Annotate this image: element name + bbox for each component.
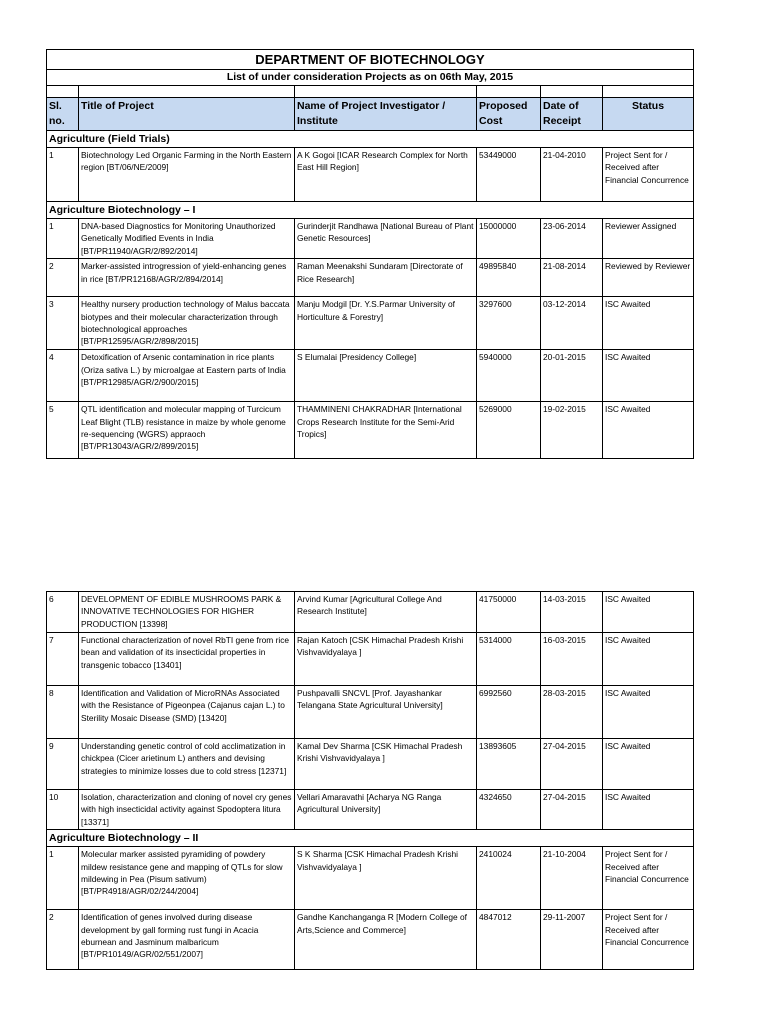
cell-title: DEVELOPMENT OF EDIBLE MUSHROOMS PARK & INNOVATIVE TECHNOLOGIES FOR HIGHER PRODUCTION [13398] <box>79 592 295 633</box>
cell-date: 14-03-2015 <box>541 592 603 633</box>
cell-investigator: Pushpavalli SNCVL [Prof. Jayashankar Telangana State Agricultural University] <box>295 686 477 739</box>
cell-title: Understanding genetic control of cold acclimatization in chickpea (Cicer arietinum L) anthers and devising strategies to minimize losses due to cold stress [12371] <box>79 739 295 790</box>
cell-sl: 2 <box>47 910 79 970</box>
cell-sl: 10 <box>47 790 79 830</box>
table-row <box>47 592 694 633</box>
table-row <box>47 350 694 402</box>
table-row <box>47 402 694 459</box>
cell-status: ISC Awaited <box>603 633 694 686</box>
table-row <box>47 739 694 790</box>
table-row <box>47 847 694 910</box>
cell-title: Functional characterization of novel RbTI gene from rice bean and validation of its insecticidal properties in transgenic tobacco [13401] <box>79 633 295 686</box>
cell-cost: 41750000 <box>477 592 541 633</box>
cell-investigator: Gandhe Kanchanganga R [Modern College of Arts,Science and Commerce] <box>295 910 477 970</box>
cell-title: QTL identification and molecular mapping of Turcicum Leaf Blight (TLB) resistance in maize by whole genome re-sequencing (WGRS) appraoch [BT/PR13043/AGR/2/899/2015] <box>79 402 295 459</box>
cell-sl: 8 <box>47 686 79 739</box>
cell-status: ISC Awaited <box>603 402 694 459</box>
table-row <box>47 259 694 297</box>
cell-cost: 6992560 <box>477 686 541 739</box>
cell-date: 21-08-2014 <box>541 259 603 297</box>
cell-sl: 5 <box>47 402 79 459</box>
cell-date: 29-11-2007 <box>541 910 603 970</box>
cell-investigator: Manju Modgil [Dr. Y.S.Parmar University of Horticulture & Forestry] <box>295 297 477 350</box>
table-row <box>47 633 694 686</box>
cell-title: Healthy nursery production technology of Malus baccata biotypes and their molecular characterization through biotechnological approaches [BT/PR12595/AGR/2/898/2015] <box>79 297 295 350</box>
cell-date: 27-04-2015 <box>541 790 603 830</box>
cell-status: ISC Awaited <box>603 297 694 350</box>
cell-date: 23-06-2014 <box>541 219 603 259</box>
cell-date: 28-03-2015 <box>541 686 603 739</box>
cell-sl: 2 <box>47 259 79 297</box>
cell-cost: 5269000 <box>477 402 541 459</box>
table-row <box>47 148 694 202</box>
cell-status: Project Sent for / Received after Financial Concurrence <box>603 910 694 970</box>
cell-sl: 4 <box>47 350 79 402</box>
section-heading: Agriculture (Field Trials) <box>47 131 694 148</box>
cell-date: 03-12-2014 <box>541 297 603 350</box>
cell-title: Marker-assisted introgression of yield-enhancing genes in rice [BT/PR12168/AGR/2/894/2014] <box>79 259 295 297</box>
cell-investigator: Rajan Katoch [CSK Himachal Pradesh Krishi Vishvavidyalaya ] <box>295 633 477 686</box>
table-row <box>47 219 694 259</box>
cell-date: 21-10-2004 <box>541 847 603 910</box>
cell-cost: 2410024 <box>477 847 541 910</box>
cell-cost: 5940000 <box>477 350 541 402</box>
blank-row <box>47 86 694 98</box>
cell-investigator: THAMMINENI CHAKRADHAR [International Crops Research Institute for the Semi-Arid Tropics] <box>295 402 477 459</box>
cell-status: ISC Awaited <box>603 592 694 633</box>
cell-sl: 1 <box>47 847 79 910</box>
cell-status: ISC Awaited <box>603 790 694 830</box>
header-title: Title of Project <box>79 98 295 131</box>
cell-sl: 1 <box>47 219 79 259</box>
cell-investigator: A K Gogoi [ICAR Research Complex for North East Hill Region] <box>295 148 477 202</box>
section-heading: Agriculture Biotechnology – II <box>47 830 694 847</box>
cell-investigator: Vellari Amaravathi [Acharya NG Ranga Agricultural University] <box>295 790 477 830</box>
cell-title: Isolation, characterization and cloning of novel cry genes with high insecticidal activity against Spodoptera litura [13371] <box>79 790 295 830</box>
cell-status: Reviewer Assigned <box>603 219 694 259</box>
cell-sl: 9 <box>47 739 79 790</box>
table-header-row <box>47 98 694 131</box>
cell-title: DNA-based Diagnostics for Monitoring Unauthorized Genetically Modified Events in India [BT/PR11940/AGR/2/892/2014] <box>79 219 295 259</box>
header-investigator: Name of Project Investigator / Institute <box>295 98 477 131</box>
table-row <box>47 910 694 970</box>
cell-sl: 7 <box>47 633 79 686</box>
cell-cost: 4847012 <box>477 910 541 970</box>
header-sl-no: Sl. no. <box>47 98 79 131</box>
table-row <box>47 790 694 830</box>
cell-sl: 6 <box>47 592 79 633</box>
projects-table-page-1 <box>46 49 694 459</box>
cell-date: 19-02-2015 <box>541 402 603 459</box>
cell-investigator: Kamal Dev Sharma [CSK Himachal Pradesh Krishi Vishvavidyalaya ] <box>295 739 477 790</box>
cell-sl: 1 <box>47 148 79 202</box>
cell-title: Identification of genes involved during disease development by gall forming rust fungi in Acacia eburnean and Jasminum malbaricum [BT/PR10149/AGR/02/551/2007] <box>79 910 295 970</box>
cell-cost: 4324650 <box>477 790 541 830</box>
cell-investigator: Arvind Kumar [Agricultural College And Research Institute] <box>295 592 477 633</box>
cell-status: Project Sent for / Received after Financial Concurrence <box>603 148 694 202</box>
cell-title: Detoxification of Arsenic contamination in rice plants (Oriza sativa L.) by microalgae at Eastern parts of India [BT/PR12985/AGR/2/900/2015] <box>79 350 295 402</box>
table-row <box>47 686 694 739</box>
cell-cost: 15000000 <box>477 219 541 259</box>
cell-date: 21-04-2010 <box>541 148 603 202</box>
cell-title: Molecular marker assisted pyramiding of powdery mildew resistance gene and mapping of QTLs for slow mildewing in Pea (Pisum sativum) [BT/PR4918/AGR/02/244/2004] <box>79 847 295 910</box>
cell-status: ISC Awaited <box>603 350 694 402</box>
cell-investigator: Gurinderjit Randhawa [National Bureau of Plant Genetic Resources] <box>295 219 477 259</box>
cell-status: ISC Awaited <box>603 686 694 739</box>
cell-investigator: S Elumalai [Presidency College] <box>295 350 477 402</box>
cell-status: Reviewed by Reviewer <box>603 259 694 297</box>
cell-investigator: Raman Meenakshi Sundaram [Directorate of Rice Research] <box>295 259 477 297</box>
cell-cost: 3297600 <box>477 297 541 350</box>
cell-cost: 49895840 <box>477 259 541 297</box>
cell-date: 16-03-2015 <box>541 633 603 686</box>
cell-status: Project Sent for / Received after Financial Concurrence <box>603 847 694 910</box>
section-heading: Agriculture Biotechnology – I <box>47 202 694 219</box>
document-subtitle: List of under consideration Projects as on 06th May, 2015 <box>47 70 694 86</box>
projects-table-page-2 <box>46 591 694 970</box>
cell-date: 20-01-2015 <box>541 350 603 402</box>
cell-cost: 53449000 <box>477 148 541 202</box>
table-row <box>47 297 694 350</box>
cell-cost: 5314000 <box>477 633 541 686</box>
cell-sl: 3 <box>47 297 79 350</box>
header-proposed-cost: Proposed Cost <box>477 98 541 131</box>
header-status: Status <box>603 98 694 131</box>
header-date-of-receipt: Date of Receipt <box>541 98 603 131</box>
cell-title: Identification and Validation of MicroRNAs Associated with the Resistance of Pigeonpea (Cajanus cajan L.) to Sterility Mosaic Disease (SMD) [13420] <box>79 686 295 739</box>
cell-cost: 13893605 <box>477 739 541 790</box>
document-title: DEPARTMENT OF BIOTECHNOLOGY <box>47 50 694 70</box>
cell-status: ISC Awaited <box>603 739 694 790</box>
cell-investigator: S K Sharma [CSK Himachal Pradesh Krishi Vishvavidyalaya ] <box>295 847 477 910</box>
cell-date: 27-04-2015 <box>541 739 603 790</box>
cell-title: Biotechnology Led Organic Farming in the North Eastern region [BT/06/NE/2009] <box>79 148 295 202</box>
